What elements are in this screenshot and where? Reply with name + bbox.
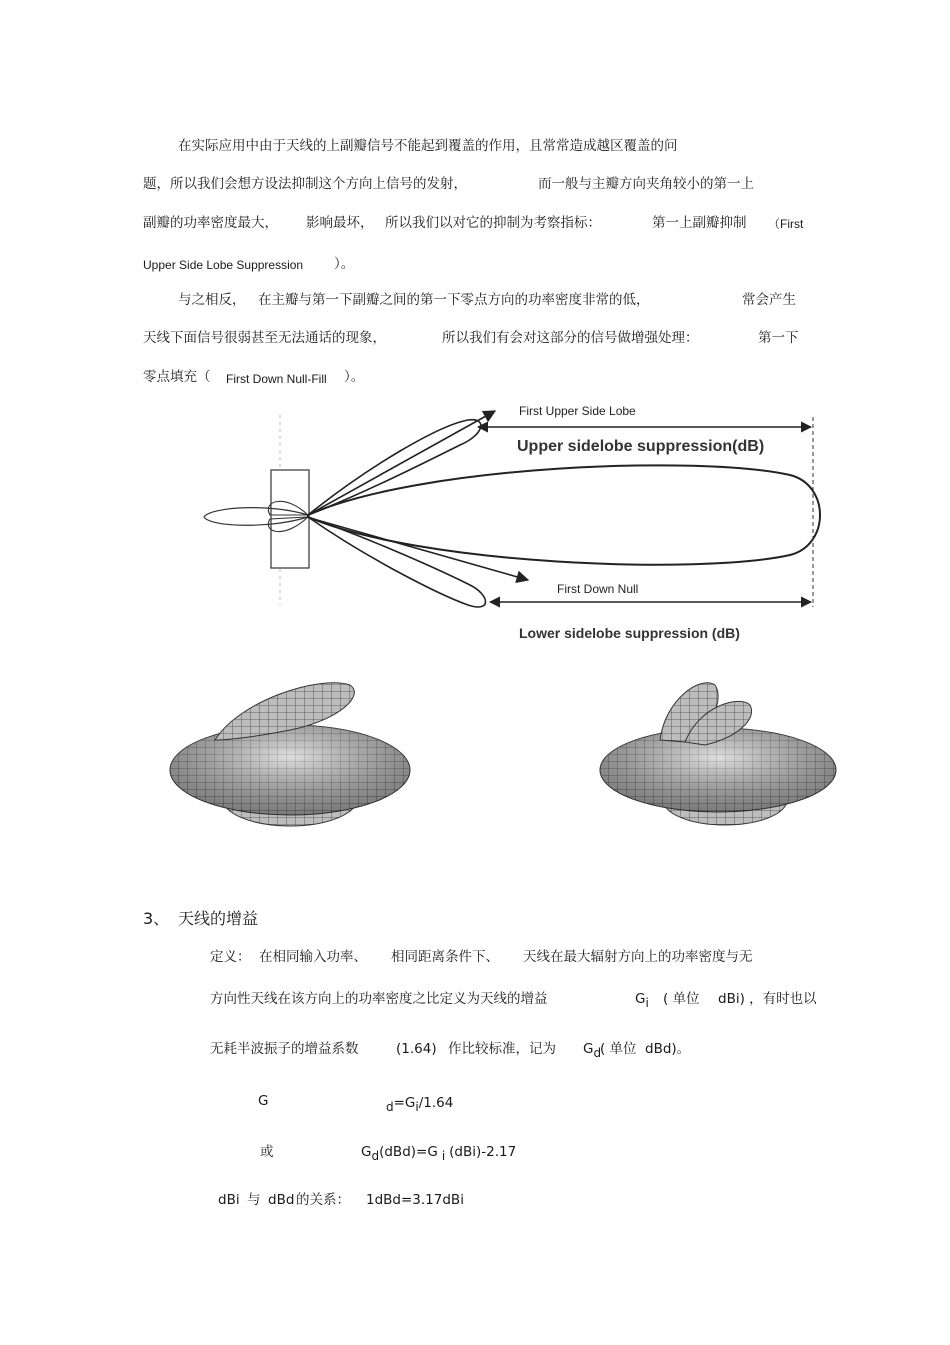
- label-first-upper-side-lobe: First Upper Side Lobe: [519, 404, 636, 418]
- relation-label: 的关系：: [296, 1192, 350, 1208]
- para2-line1b: 在主瓣与第一下副瓣之间的第一下零点方向的功率密度非常的低，: [258, 292, 650, 308]
- radiation-pattern-diagram: [0, 395, 950, 665]
- gd-symbol: G: [583, 1041, 594, 1057]
- para1-line2b: 而一般与主瓣方向夹角较小的第一上: [538, 176, 754, 192]
- label-first-down-null: First Down Null: [557, 582, 639, 596]
- formula2-or: 或: [260, 1144, 274, 1160]
- relation-dbi: dBi: [218, 1192, 240, 1208]
- relation-and: 与: [247, 1192, 261, 1208]
- para2-line1c: 常会产生: [742, 292, 796, 308]
- def-line2e: dBi) ，有时也以: [718, 991, 817, 1007]
- para1-line3c: 所以我们以对它的抑制为考察指标：: [385, 215, 601, 231]
- def-line2a: 方向性天线在该方向上的功率密度之比定义为天线的增益: [210, 991, 548, 1007]
- formula1-g: G: [258, 1093, 269, 1109]
- relation-value: 1dBd=3.17dBi: [366, 1192, 464, 1208]
- gain-symbol: G: [635, 991, 646, 1007]
- label-upper-suppression: Upper sidelobe suppression(dB): [517, 438, 765, 455]
- first-lower-side-lobe: [308, 517, 486, 607]
- para2-line2c: 第一下: [758, 330, 799, 346]
- left-main-shading: [170, 725, 410, 815]
- formula1-rest: [386, 1094, 453, 1112]
- para1-line3d: 第一上副瓣抑制: [652, 215, 747, 231]
- para2-line2b: 所以我们有会对这部分的信号做增强处理：: [442, 330, 699, 346]
- section-title: 天线的增益: [178, 909, 259, 928]
- para2-line1a: 与之相反，: [178, 292, 246, 308]
- def-line3a: 无耗半波振子的增益系数: [210, 1041, 359, 1057]
- para2-line3a: 零点填充（: [143, 369, 211, 385]
- relation-dbd: dBd: [268, 1192, 295, 1208]
- para1-line1: 在实际应用中由于天线的上副瓣信号不能起到覆盖的作用，且常常造成越区覆盖的问: [178, 138, 678, 154]
- def-line1a: 定义：: [210, 949, 251, 965]
- formula2-end: (dBi)-2.17: [449, 1144, 517, 1160]
- para1-line3e: （First: [768, 217, 804, 231]
- def-line2-gain: [635, 990, 649, 1008]
- formula2-mid: (dBd)=G: [379, 1144, 438, 1160]
- formula1-div: /1.64: [418, 1095, 454, 1111]
- def-line1c: 相同距离条件下、: [391, 949, 499, 965]
- def-line3g: dBd)。: [645, 1041, 691, 1057]
- para2-line3b: First Down Null-Fill: [226, 372, 327, 386]
- 3d-pattern-right: [590, 670, 850, 845]
- para1-line2a: 题，所以我们会想方设法抑制这个方向上信号的发射，: [143, 176, 467, 192]
- para1-line3a: 副瓣的功率密度最大，: [143, 215, 278, 231]
- def-line1d: 天线在最大辐射方向上的功率密度与无: [523, 949, 753, 965]
- main-lobe: [308, 465, 820, 564]
- def-line3c: 作比较标准，记为: [448, 1041, 556, 1057]
- formula2-g: G: [361, 1144, 372, 1160]
- para1-line4b: ）。: [334, 256, 355, 272]
- formula2-sub-i: i: [441, 1149, 446, 1163]
- 3d-pattern-left: [160, 670, 420, 845]
- section-number: 3、: [143, 909, 170, 928]
- gd-subscript: d: [593, 1046, 602, 1060]
- upper-lobe-arrow: [310, 411, 495, 514]
- formula2-rest: [361, 1143, 516, 1161]
- def-line3-gain: [583, 1040, 601, 1058]
- def-line3f: ( 单位: [600, 1041, 637, 1057]
- def-line2d: ( 单位: [663, 991, 700, 1007]
- formula1-eq: =G: [393, 1095, 416, 1111]
- gain-subscript: i: [645, 996, 649, 1010]
- down-null-arrow: [310, 518, 528, 580]
- para1-line3b: 影响最坏，: [306, 215, 374, 231]
- para2-line2a: 天线下面信号很弱甚至无法通话的现象，: [143, 330, 386, 346]
- para1-line4a: Upper Side Lobe Suppression: [143, 258, 304, 272]
- para2-line3c: ）。: [344, 369, 365, 385]
- formula1-sub-d: d: [386, 1100, 394, 1114]
- def-line1b: 在相同输入功率、: [259, 949, 367, 965]
- formula2-sub-d: d: [371, 1149, 380, 1163]
- label-lower-suppression: Lower sidelobe suppression (dB): [519, 625, 740, 641]
- formula1-sub-i: i: [415, 1100, 419, 1114]
- def-line3b: (1.64): [396, 1041, 437, 1057]
